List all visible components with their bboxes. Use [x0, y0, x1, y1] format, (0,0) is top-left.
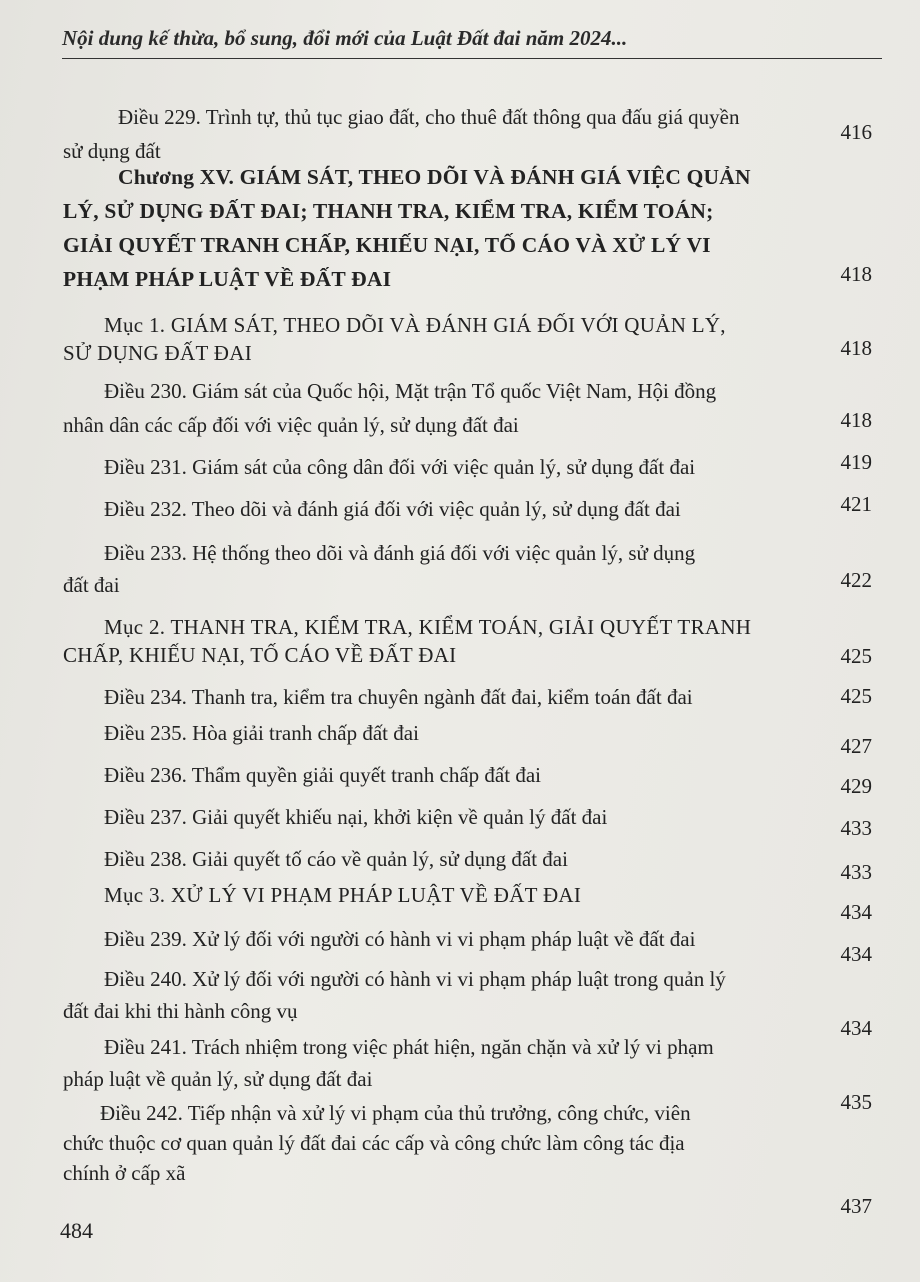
toc-entry-text: Điều 233. Hệ thống theo dõi và đánh giá đối với việc quản lý, sử dụng: [104, 541, 696, 565]
toc-entry-text: Điều 241. Trách nhiệm trong việc phát hiện, ngăn chặn và xử lý vi phạm: [104, 1035, 714, 1059]
toc-entry-text: LÝ, SỬ DỤNG ĐẤT ĐAI; THANH TRA, KIỂM TRA, KIỂM TOÁN;: [63, 199, 714, 223]
toc-entry-text: SỬ DỤNG ĐẤT ĐAI: [63, 341, 252, 365]
toc-entry-text: Điều 239. Xử lý đối với người có hành vi vi phạm pháp luật về đất đai: [104, 927, 696, 951]
running-header: [62, 26, 882, 60]
toc-entry-text: Điều 238. Giải quyết tố cáo về quản lý, sử dụng đất đai: [104, 847, 568, 871]
toc-entry-text: GIẢI QUYẾT TRANH CHẤP, KHIẾU NẠI, TỐ CÁO VÀ XỬ LÝ VI: [63, 233, 711, 257]
toc-entry-text: Điều 229. Trình tự, thủ tục giao đất, cho thuê đất thông qua đấu giá quyền: [118, 105, 740, 129]
toc-entry-text: Điều 230. Giám sát của Quốc hội, Mặt trận Tổ quốc Việt Nam, Hội đồng: [104, 379, 717, 403]
toc-page-number: 425: [840, 684, 872, 708]
toc-page-number: 434: [840, 900, 872, 924]
toc-page-number: 425: [840, 644, 872, 668]
toc-entry-text: pháp luật về quản lý, sử dụng đất đai: [63, 1067, 373, 1091]
toc-page-number: 427: [840, 734, 872, 758]
toc-entry-text: Điều 234. Thanh tra, kiểm tra chuyên ngành đất đai, kiểm toán đất đai: [104, 685, 693, 709]
toc-page-number: 422: [840, 568, 872, 592]
toc-entry-text: CHẤP, KHIẾU NẠI, TỐ CÁO VỀ ĐẤT ĐAI: [63, 643, 457, 667]
toc-entry-text: đất đai khi thi hành công vụ: [63, 999, 298, 1023]
toc-entry-text: Chương XV. GIÁM SÁT, THEO DÕI VÀ ĐÁNH GIÁ VIỆC QUẢN: [118, 165, 751, 189]
toc-entry-text: nhân dân các cấp đối với việc quản lý, sử dụng đất đai: [63, 413, 519, 437]
toc-entry-text: Điều 237. Giải quyết khiếu nại, khởi kiện về quản lý đất đai: [104, 805, 608, 829]
toc-entry-text: Điều 236. Thẩm quyền giải quyết tranh chấp đất đai: [104, 763, 541, 787]
toc-page-number: 416: [840, 120, 872, 144]
toc-page-number: 437: [840, 1194, 872, 1218]
toc-entry-text: Điều 240. Xử lý đối với người có hành vi vi phạm pháp luật trong quản lý: [104, 967, 726, 991]
toc-entry-text: sử dụng đất: [63, 139, 161, 163]
toc-page-number: 418: [840, 262, 872, 286]
toc-page-number: 429: [840, 774, 872, 798]
toc-page-number: 433: [840, 860, 872, 884]
toc-entry-text: Mục 1. GIÁM SÁT, THEO DÕI VÀ ĐÁNH GIÁ ĐỐI VỚI QUẢN LÝ,: [104, 313, 726, 337]
toc-entry-text: chính ở cấp xã: [63, 1161, 186, 1185]
page-folio-number: 484: [60, 1218, 93, 1243]
toc-page-number: 421: [840, 492, 872, 516]
toc-page-number: 435: [840, 1090, 872, 1114]
toc-entry-text: Điều 235. Hòa giải tranh chấp đất đai: [104, 721, 419, 745]
toc-entry-text: Mục 2. THANH TRA, KIỂM TRA, KIỂM TOÁN, GIẢI QUYẾT TRANH: [104, 615, 752, 639]
toc-page-number: 419: [840, 450, 872, 474]
toc-entry-text: Điều 242. Tiếp nhận và xử lý vi phạm của thủ trưởng, công chức, viên: [100, 1101, 691, 1125]
toc-entry-text: PHẠM PHÁP LUẬT VỀ ĐẤT ĐAI: [63, 267, 392, 291]
toc-entry-text: Mục 3. XỬ LÝ VI PHẠM PHÁP LUẬT VỀ ĐẤT ĐAI: [104, 883, 582, 907]
toc-page-number: 434: [840, 1016, 872, 1040]
toc-entry-text: Điều 232. Theo dõi và đánh giá đối với việc quản lý, sử dụng đất đai: [104, 497, 681, 521]
toc-page-number: 434: [840, 942, 872, 966]
toc-page-number: 418: [840, 336, 872, 360]
running-header-title: Nội dung kế thừa, bổ sung, đổi mới của Luật Đất đai năm 2024...: [62, 26, 628, 50]
header-rule: [62, 58, 882, 59]
toc-entry-text: Điều 231. Giám sát của công dân đối với việc quản lý, sử dụng đất đai: [104, 455, 696, 479]
toc-page-number: 433: [840, 816, 872, 840]
toc-entry-text: đất đai: [63, 573, 120, 597]
toc-entry-text: chức thuộc cơ quan quản lý đất đai các cấp và công chức làm công tác địa: [63, 1131, 685, 1155]
toc-page-number: 418: [840, 408, 872, 432]
